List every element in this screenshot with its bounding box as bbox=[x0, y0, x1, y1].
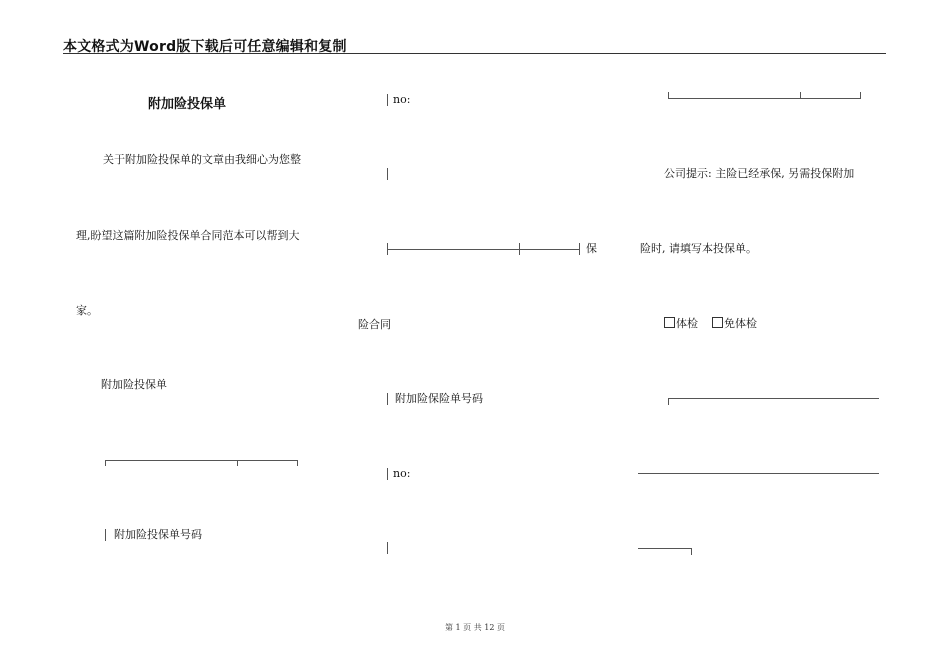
intro-paragraph-line-1: 关于附加险投保单的文章由我细心为您整 bbox=[103, 153, 301, 166]
header-divider bbox=[63, 53, 886, 54]
field-divider bbox=[387, 94, 388, 106]
form-line bbox=[387, 249, 580, 250]
company-notice-line-1: 公司提示: 主险已经承保, 另需投保附加 bbox=[664, 167, 855, 180]
company-notice-line-2: 险时, 请填写本投保单。 bbox=[640, 242, 757, 255]
form-line-tick bbox=[668, 398, 669, 405]
field-divider bbox=[387, 542, 388, 554]
form-line-tick bbox=[800, 92, 801, 98]
page-number: 第 1 页 共 12 页 bbox=[445, 623, 505, 632]
form-line-tick bbox=[579, 243, 580, 255]
form-line-tick bbox=[519, 243, 520, 255]
number-label: no: bbox=[393, 467, 411, 480]
form-line bbox=[105, 460, 298, 461]
field-divider bbox=[387, 168, 388, 180]
form-line-tick bbox=[297, 460, 298, 466]
document-title: 附加险投保单 bbox=[148, 97, 227, 112]
form-line-tick bbox=[691, 548, 692, 555]
exam-exempt-checkbox[interactable] bbox=[712, 317, 723, 328]
section-title: 附加险投保单 bbox=[101, 378, 167, 391]
form-line-tick bbox=[668, 92, 669, 98]
physical-exam-label: 体检 bbox=[676, 317, 698, 330]
form-line-tick bbox=[105, 460, 106, 466]
physical-exam-option[interactable] bbox=[664, 317, 698, 331]
physical-exam-checkbox[interactable] bbox=[664, 317, 675, 328]
number-label: no: bbox=[393, 93, 411, 106]
document-header-title: 本文格式为Word版下载后可任意编辑和复制 bbox=[63, 39, 347, 55]
intro-paragraph-line-3: 家。 bbox=[76, 304, 98, 317]
insurance-label-fragment: 保 bbox=[586, 242, 597, 255]
exam-exempt-option[interactable] bbox=[712, 317, 757, 331]
form-line bbox=[668, 98, 861, 99]
form-line-tick bbox=[387, 243, 388, 255]
intro-paragraph-line-2: 理,盼望这篇附加险投保单合同范本可以帮到大 bbox=[76, 229, 300, 242]
form-line bbox=[668, 398, 879, 399]
exam-exempt-label: 免体检 bbox=[724, 317, 757, 330]
field-divider bbox=[105, 529, 106, 541]
contract-label: 险合同 bbox=[358, 318, 391, 331]
field-divider bbox=[387, 468, 388, 480]
insurance-number-label: 附加险保险单号码 bbox=[395, 392, 483, 405]
form-line-tick bbox=[237, 460, 238, 466]
field-divider bbox=[387, 393, 388, 405]
form-line-tick bbox=[860, 92, 861, 98]
form-line bbox=[638, 473, 879, 474]
policy-number-label: 附加险投保单号码 bbox=[114, 528, 202, 541]
form-line bbox=[638, 548, 692, 549]
